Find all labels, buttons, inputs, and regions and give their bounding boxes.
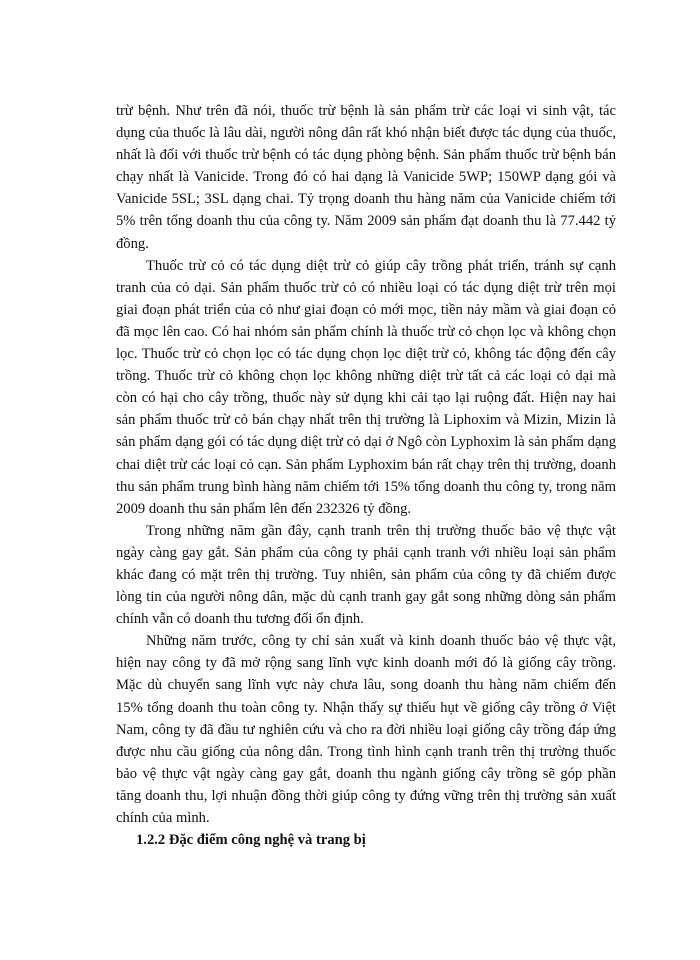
document-page [116,100,616,851]
paragraph-disease-products: trừ bệnh. Như trên đã nói, thuốc trừ bệnh là sản phẩm trừ các loại vi sinh vật, tác dụng của thuốc là lâu dài, người nông dân rất khó nhận biết được tác dụng của thuốc, nhất là đối với thuốc trừ bệnh có tác dụng phòng bệnh. Sản phẩm thuốc trừ bệnh bán chạy nhất là Vanicide. Trong đó có hai dạng là Vanicide 5WP; 150WP dạng gói và Vanicide 5SL; 3SL dạng chai. Tỷ trọng doanh thu hàng năm của Vanicide chiếm tới 5% trên tổng doanh thu của công ty. Năm 2009 sản phẩm đạt doanh thu là 77.442 tỷ đồng. [116,103,616,252]
paragraph-market-competition: Trong những năm gần đây, cạnh tranh trên thị trường thuốc bảo vệ thực vật ngày càng gay gắt. Sản phẩm của công ty phải cạnh tranh với nhiều loại sản phẩm khác đang có mặt trên thị trường. Tuy nhiên, sản phẩm của công ty đã chiếm được lòng tin của người nông dân, mặc dù cạnh tranh gay gắt song những dòng sản phẩm chính vẫn có doanh thu tương đối ổn định. [116,522,616,628]
paragraph-herbicide-products: Thuốc trừ cỏ có tác dụng diệt trừ cỏ giúp cây trồng phát triển, tránh sự cạnh tranh của cỏ dại. Sản phẩm thuốc trừ cỏ có nhiều loại có tác dụng diệt trừ trên mọi giai đoạn phát triển của cỏ như giai đoạn cỏ mới mọc, tiền nảy mầm và giai đoạn cỏ đã mọc lên cao. Có hai nhóm sản phẩm chính là thuốc trừ cỏ chọn lọc và không chọn lọc. Thuốc trừ cỏ chọn lọc có tác dụng chọn lọc diệt trừ cỏ, không tác động đến cây trồng. Thuốc trừ cỏ không chọn lọc không những diệt trừ tất cả các loại cỏ dại mà còn có hại cho cây trồng, thuốc này sử dụng khi cải tạo lại ruộng đất. Hiện nay hai sản phẩm thuốc trừ cỏ bán chạy nhất trên thị trường là Liphoxim và Mizin, Mizin là sản phẩm dạng gói có tác dụng diệt trừ cỏ dại ở Ngô còn Lyphoxim là sản phẩm dạng chai diệt trừ các loại cỏ cạn. Sản phẩm Lyphoxim bán rất chạy trên thị trường, doanh thu sản phẩm trung bình hàng năm chiếm tới 15% tổng doanh thu công ty, trong năm 2009 doanh thu sản phẩm lên đến 232326 tỷ đồng. [116,257,616,517]
section-heading: 1.2.2 Đặc điểm công nghệ và trang bị [136,832,366,849]
paragraph-seed-business: Những năm trước, công ty chỉ sản xuất và kinh doanh thuốc bảo vệ thực vật, hiện nay công ty đã mở rộng sang lĩnh vực kinh doanh mới đó là giống cây trồng. Mặc dù chuyển sang lĩnh vực này chưa lâu, song doanh thu hàng năm chiếm đến 15% tổng doanh thu toàn công ty. Nhận thấy sự thiếu hụt về giống cây trồng ở Việt Nam, công ty đã đầu tư nghiên cứu và cho ra đời nhiều loại giống cây trồng đáp ứng được nhu cầu giống của nông dân. Trong tình hình cạnh tranh trên thị trường thuốc bảo vệ thực vật ngày càng gay gắt, doanh thu ngành giống cây trồng sẽ góp phần tăng doanh thu, lợi nhuận đồng thời giúp công ty đứng vững trên thị trường sản xuất chính của mình. [116,633,616,826]
